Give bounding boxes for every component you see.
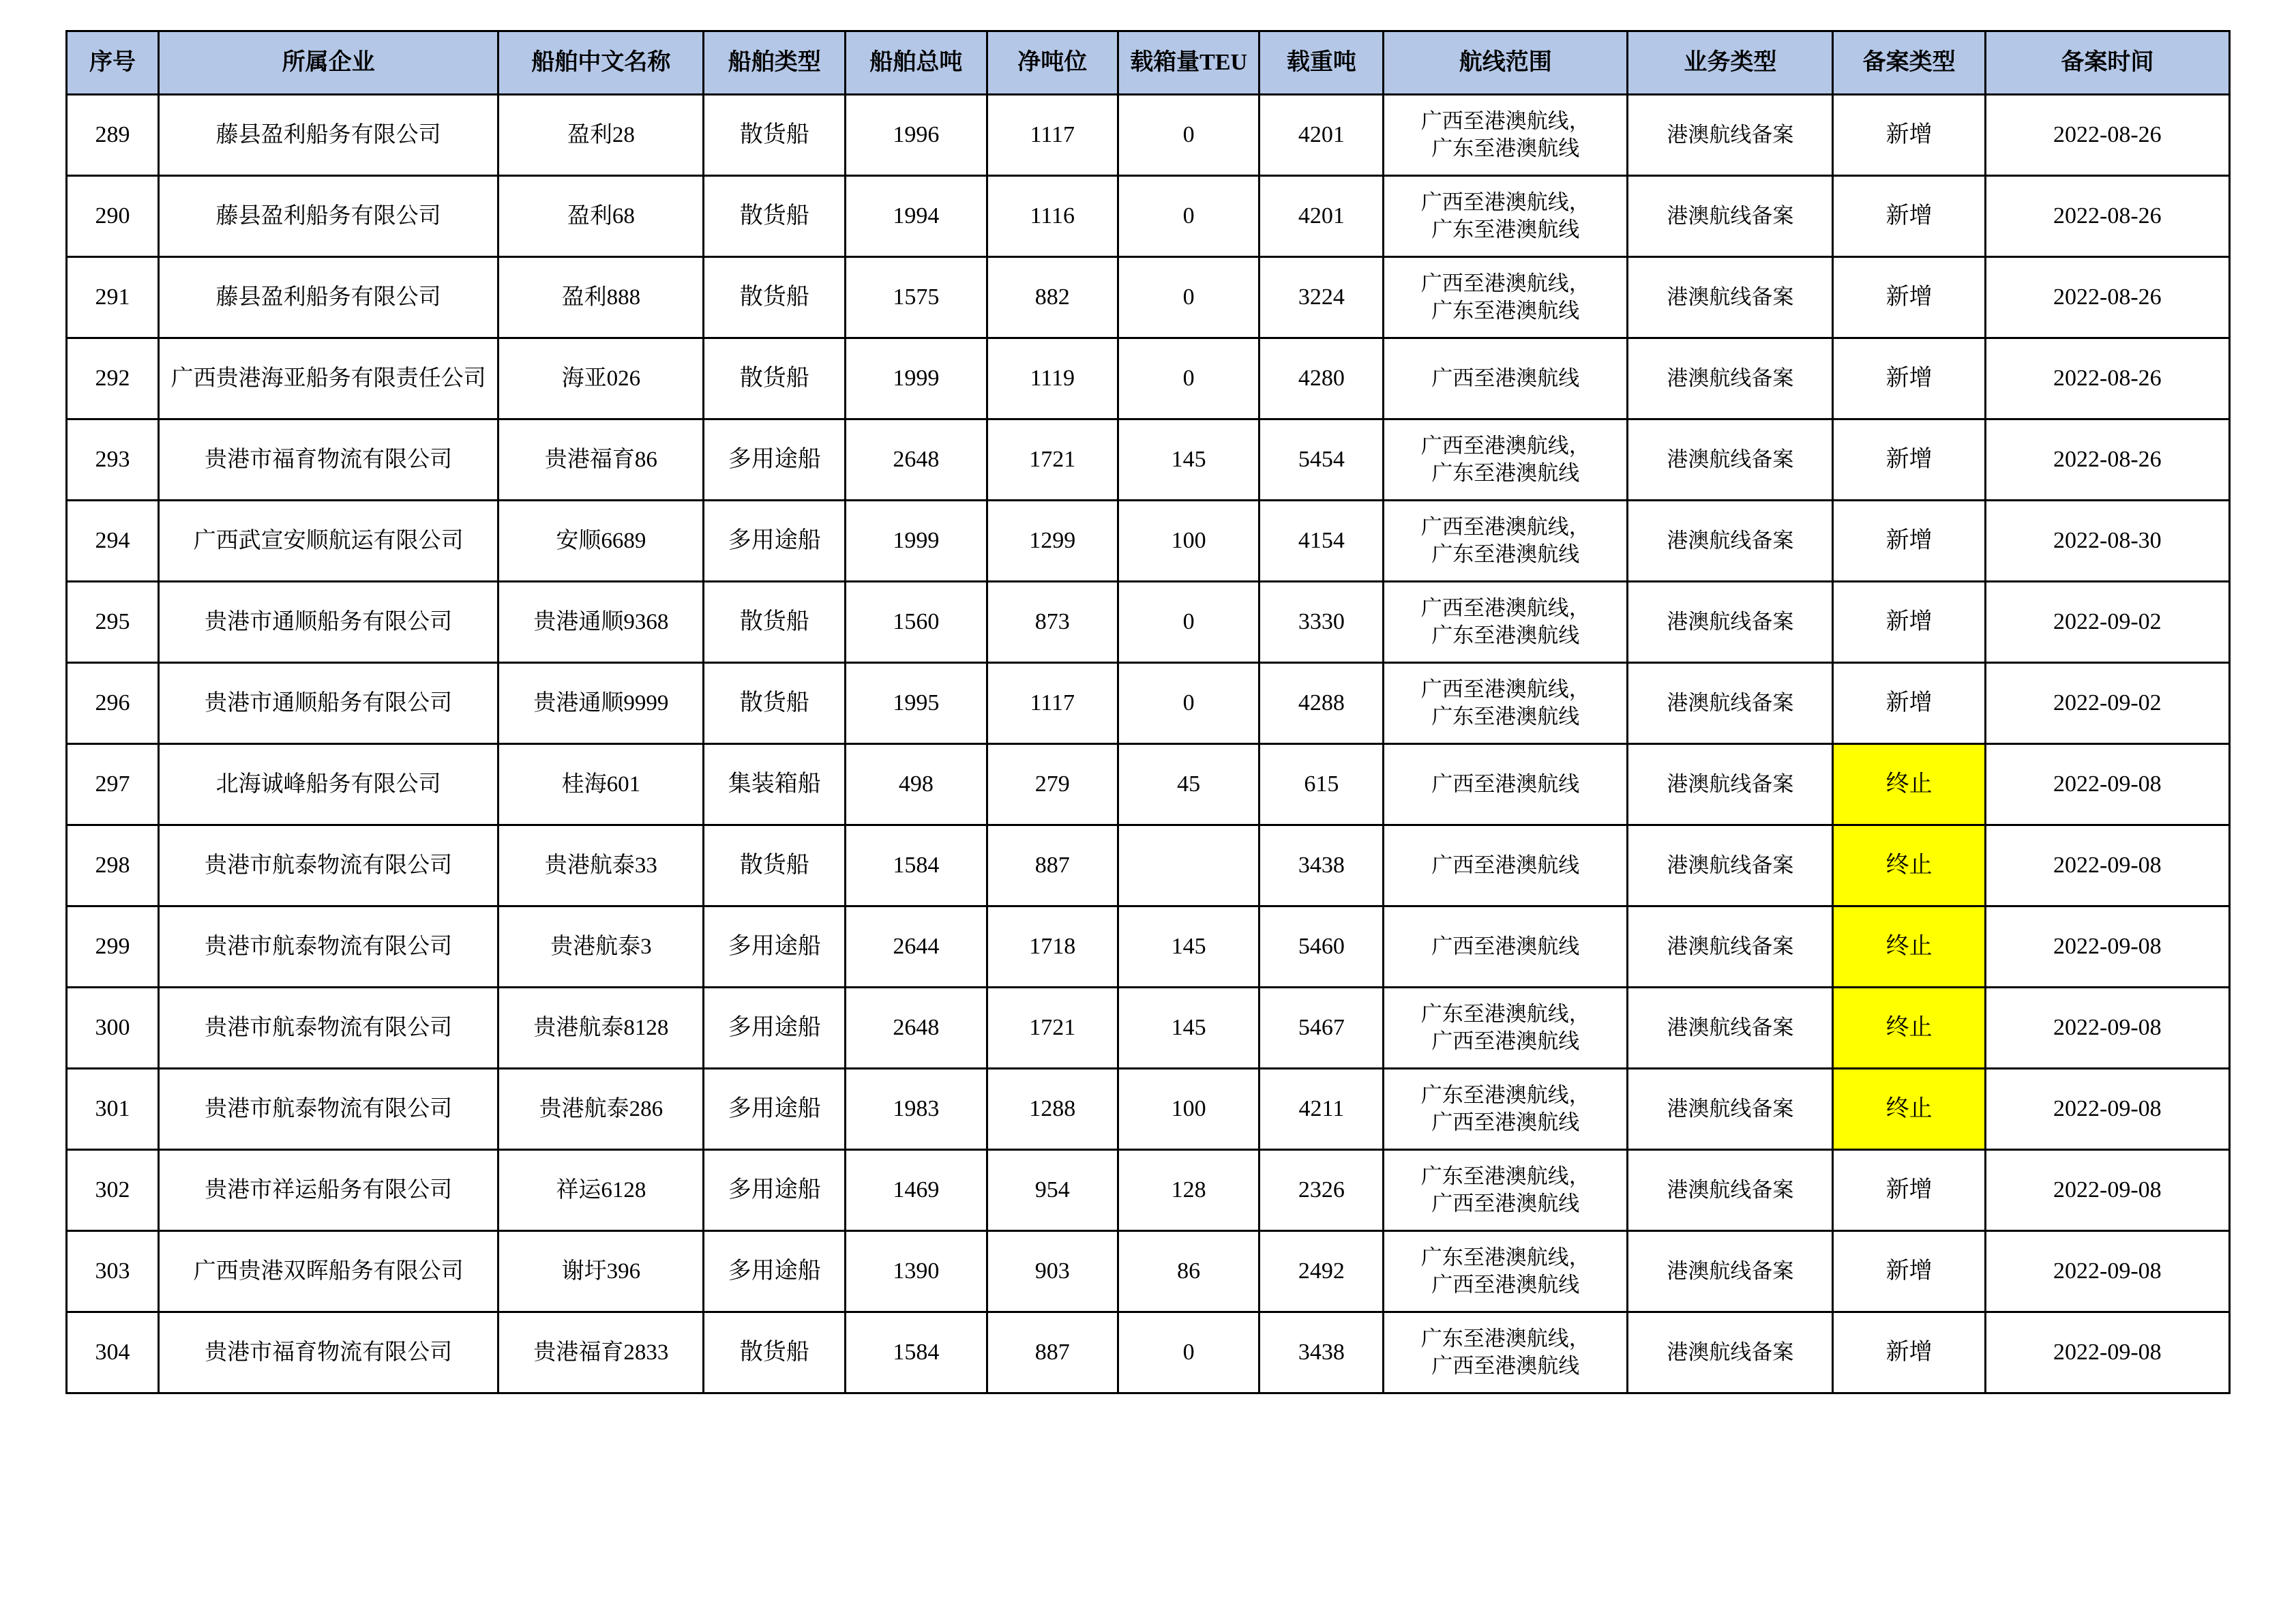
route-line: 广西至港澳航线 — [1431, 772, 1580, 797]
cell-vessel-name: 贵港福育86 — [498, 419, 704, 501]
route-line: 广东至港澳航线 — [1431, 218, 1580, 241]
cell-deadweight: 2492 — [1259, 1231, 1384, 1312]
cell-vessel-name: 盈利68 — [498, 176, 704, 257]
cell-deadweight: 615 — [1259, 744, 1384, 825]
table-row — [67, 1150, 2230, 1231]
route-line: 广西至港澳航线 — [1431, 1354, 1580, 1378]
cell-record-type: 终止 — [1833, 1069, 1985, 1150]
cell-route-range — [1384, 1069, 1628, 1150]
cell-deadweight: 3224 — [1259, 257, 1384, 338]
cell-index: 290 — [67, 176, 159, 257]
route-line: 广东至港澳航线 — [1431, 542, 1580, 566]
cell-company: 贵港市祥运船务有限公司 — [158, 1150, 498, 1231]
cell-vessel-name: 贵港航泰33 — [498, 825, 704, 906]
column-header-record-type: 备案类型 — [1833, 31, 1985, 95]
cell-record-date: 2022-09-08 — [1985, 744, 2229, 825]
table-row — [67, 582, 2230, 663]
cell-teu: 0 — [1118, 582, 1259, 663]
cell-gross-tonnage: 1584 — [846, 825, 987, 906]
cell-ship-type: 多用途船 — [704, 1231, 846, 1312]
route-line: 广西至港澳航线 — [1431, 1192, 1580, 1215]
table-header — [67, 31, 2230, 95]
column-header-company: 所属企业 — [158, 31, 498, 95]
cell-route-range — [1384, 257, 1628, 338]
column-header-ship-type: 船舶类型 — [704, 31, 846, 95]
cell-deadweight: 2326 — [1259, 1150, 1384, 1231]
cell-vessel-name: 祥运6128 — [498, 1150, 704, 1231]
route-line: 广东至港澳航线 — [1431, 461, 1580, 485]
table-row — [67, 419, 2230, 501]
cell-vessel-name: 桂海601 — [498, 744, 704, 825]
column-header-deadweight: 载重吨 — [1259, 31, 1384, 95]
cell-net-tonnage: 279 — [987, 744, 1118, 825]
cell-net-tonnage: 1117 — [987, 663, 1118, 744]
table-row — [67, 176, 2230, 257]
table-row — [67, 1069, 2230, 1150]
column-header-gross-tonnage: 船舶总吨 — [846, 31, 987, 95]
cell-ship-type: 多用途船 — [704, 419, 846, 501]
cell-company: 贵港市通顺船务有限公司 — [158, 582, 498, 663]
cell-ship-type: 多用途船 — [704, 1069, 846, 1150]
header-row — [67, 31, 2230, 95]
cell-company: 藤县盈利船务有限公司 — [158, 176, 498, 257]
cell-company: 贵港市福育物流有限公司 — [158, 1312, 498, 1393]
cell-company: 北海诚峰船务有限公司 — [158, 744, 498, 825]
cell-deadweight: 3438 — [1259, 825, 1384, 906]
cell-index: 303 — [67, 1231, 159, 1312]
cell-index: 297 — [67, 744, 159, 825]
cell-index: 299 — [67, 906, 159, 988]
cell-net-tonnage: 882 — [987, 257, 1118, 338]
cell-teu: 145 — [1118, 419, 1259, 501]
cell-net-tonnage: 1721 — [987, 988, 1118, 1069]
route-line: 广东至港澳航线 — [1431, 623, 1580, 647]
cell-company: 贵港市航泰物流有限公司 — [158, 906, 498, 988]
route-line: 广西至港澳航线， — [1420, 677, 1590, 702]
column-header-route-range: 航线范围 — [1384, 31, 1628, 95]
cell-route-range — [1384, 825, 1628, 906]
cell-business-type: 港澳航线备案 — [1628, 257, 1833, 338]
cell-company: 广西武宣安顺航运有限公司 — [158, 501, 498, 582]
table-row — [67, 663, 2230, 744]
cell-record-type: 终止 — [1833, 744, 1985, 825]
cell-gross-tonnage: 1560 — [846, 582, 987, 663]
cell-vessel-name: 盈利28 — [498, 95, 704, 176]
cell-gross-tonnage: 1983 — [846, 1069, 987, 1150]
cell-teu: 86 — [1118, 1231, 1259, 1312]
cell-record-date: 2022-08-26 — [1985, 257, 2229, 338]
cell-teu: 145 — [1118, 988, 1259, 1069]
route-line: 广西至港澳航线， — [1420, 190, 1590, 215]
table-row — [67, 501, 2230, 582]
cell-gross-tonnage: 1999 — [846, 501, 987, 582]
cell-gross-tonnage: 498 — [846, 744, 987, 825]
cell-vessel-name: 盈利888 — [498, 257, 704, 338]
cell-deadweight: 4201 — [1259, 176, 1384, 257]
vessel-registration-table — [65, 30, 2231, 1394]
cell-route-range — [1384, 906, 1628, 988]
cell-company: 广西贵港双晖船务有限公司 — [158, 1231, 498, 1312]
cell-teu — [1118, 825, 1259, 906]
cell-deadweight: 5467 — [1259, 988, 1384, 1069]
cell-route-range — [1384, 988, 1628, 1069]
cell-teu: 0 — [1118, 176, 1259, 257]
cell-gross-tonnage: 1575 — [846, 257, 987, 338]
route-line: 广东至港澳航线 — [1431, 299, 1580, 323]
cell-teu: 0 — [1118, 663, 1259, 744]
cell-index: 291 — [67, 257, 159, 338]
cell-record-date: 2022-09-08 — [1985, 988, 2229, 1069]
column-header-record-date: 备案时间 — [1985, 31, 2229, 95]
cell-company: 贵港市通顺船务有限公司 — [158, 663, 498, 744]
route-line: 广东至港澳航线， — [1420, 1164, 1590, 1189]
cell-deadweight: 4154 — [1259, 501, 1384, 582]
cell-business-type: 港澳航线备案 — [1628, 744, 1833, 825]
cell-company: 贵港市福育物流有限公司 — [158, 419, 498, 501]
route-line: 广西至港澳航线 — [1431, 1110, 1580, 1134]
cell-business-type: 港澳航线备案 — [1628, 95, 1833, 176]
cell-gross-tonnage: 2644 — [846, 906, 987, 988]
cell-record-type: 新增 — [1833, 1150, 1985, 1231]
cell-record-type: 终止 — [1833, 988, 1985, 1069]
cell-record-type: 新增 — [1833, 176, 1985, 257]
cell-ship-type: 多用途船 — [704, 906, 846, 988]
cell-record-type: 新增 — [1833, 501, 1985, 582]
cell-gross-tonnage: 1995 — [846, 663, 987, 744]
cell-net-tonnage: 887 — [987, 825, 1118, 906]
cell-gross-tonnage: 1469 — [846, 1150, 987, 1231]
cell-teu: 45 — [1118, 744, 1259, 825]
cell-net-tonnage: 1721 — [987, 419, 1118, 501]
table-row — [67, 988, 2230, 1069]
cell-record-type: 终止 — [1833, 906, 1985, 988]
column-header-index: 序号 — [67, 31, 159, 95]
cell-ship-type: 散货船 — [704, 582, 846, 663]
cell-ship-type: 散货船 — [704, 176, 846, 257]
table-row — [67, 1312, 2230, 1393]
table-row — [67, 95, 2230, 176]
cell-record-date: 2022-09-08 — [1985, 1069, 2229, 1150]
cell-net-tonnage: 1116 — [987, 176, 1118, 257]
cell-ship-type: 散货船 — [704, 95, 846, 176]
cell-ship-type: 散货船 — [704, 338, 846, 419]
cell-index: 292 — [67, 338, 159, 419]
cell-ship-type: 散货船 — [704, 663, 846, 744]
cell-deadweight: 4280 — [1259, 338, 1384, 419]
route-line: 广西至港澳航线， — [1420, 271, 1590, 296]
route-line: 广东至港澳航线， — [1420, 1083, 1590, 1108]
table-row — [67, 1231, 2230, 1312]
cell-business-type: 港澳航线备案 — [1628, 176, 1833, 257]
cell-record-date: 2022-09-08 — [1985, 1150, 2229, 1231]
table-body — [67, 95, 2230, 1393]
cell-route-range — [1384, 1150, 1628, 1231]
cell-record-date: 2022-08-26 — [1985, 95, 2229, 176]
cell-index: 296 — [67, 663, 159, 744]
route-line: 广西至港澳航线 — [1431, 853, 1580, 878]
route-line: 广东至港澳航线， — [1420, 1002, 1590, 1027]
cell-vessel-name: 贵港航泰8128 — [498, 988, 704, 1069]
cell-business-type: 港澳航线备案 — [1628, 501, 1833, 582]
cell-net-tonnage: 1119 — [987, 338, 1118, 419]
route-line: 广西至港澳航线 — [1431, 1273, 1580, 1297]
cell-index: 295 — [67, 582, 159, 663]
cell-teu: 100 — [1118, 501, 1259, 582]
cell-ship-type: 散货船 — [704, 825, 846, 906]
column-header-business-type: 业务类型 — [1628, 31, 1833, 95]
cell-record-type: 新增 — [1833, 338, 1985, 419]
cell-deadweight: 5460 — [1259, 906, 1384, 988]
cell-record-type: 新增 — [1833, 419, 1985, 501]
cell-business-type: 港澳航线备案 — [1628, 825, 1833, 906]
table-row — [67, 825, 2230, 906]
cell-vessel-name: 贵港福育2833 — [498, 1312, 704, 1393]
cell-gross-tonnage: 1994 — [846, 176, 987, 257]
cell-ship-type: 多用途船 — [704, 1150, 846, 1231]
cell-deadweight: 3438 — [1259, 1312, 1384, 1393]
cell-route-range — [1384, 582, 1628, 663]
cell-gross-tonnage: 1584 — [846, 1312, 987, 1393]
route-line: 广西至港澳航线 — [1431, 934, 1580, 959]
cell-business-type: 港澳航线备案 — [1628, 988, 1833, 1069]
cell-net-tonnage: 1718 — [987, 906, 1118, 988]
cell-record-type: 新增 — [1833, 582, 1985, 663]
cell-index: 289 — [67, 95, 159, 176]
cell-index: 304 — [67, 1312, 159, 1393]
cell-route-range — [1384, 1312, 1628, 1393]
cell-record-type: 新增 — [1833, 1231, 1985, 1312]
cell-deadweight: 3330 — [1259, 582, 1384, 663]
route-line: 广西至港澳航线， — [1420, 109, 1590, 134]
cell-vessel-name: 安顺6689 — [498, 501, 704, 582]
cell-ship-type: 多用途船 — [704, 988, 846, 1069]
cell-record-date: 2022-08-26 — [1985, 338, 2229, 419]
cell-record-type: 新增 — [1833, 1312, 1985, 1393]
cell-vessel-name: 贵港通顺9368 — [498, 582, 704, 663]
route-line: 广东至港澳航线 — [1431, 705, 1580, 728]
cell-record-date: 2022-08-30 — [1985, 501, 2229, 582]
cell-ship-type: 集装箱船 — [704, 744, 846, 825]
route-line: 广东至港澳航线， — [1420, 1327, 1590, 1351]
table-row — [67, 257, 2230, 338]
cell-net-tonnage: 1288 — [987, 1069, 1118, 1150]
cell-deadweight: 4211 — [1259, 1069, 1384, 1150]
cell-teu: 0 — [1118, 338, 1259, 419]
cell-index: 298 — [67, 825, 159, 906]
cell-business-type: 港澳航线备案 — [1628, 906, 1833, 988]
cell-index: 300 — [67, 988, 159, 1069]
route-line: 广西至港澳航线 — [1431, 1029, 1580, 1053]
cell-business-type: 港澳航线备案 — [1628, 338, 1833, 419]
cell-gross-tonnage: 2648 — [846, 988, 987, 1069]
cell-route-range — [1384, 1231, 1628, 1312]
cell-teu: 0 — [1118, 95, 1259, 176]
cell-business-type: 港澳航线备案 — [1628, 1150, 1833, 1231]
cell-gross-tonnage: 1390 — [846, 1231, 987, 1312]
cell-company: 广西贵港海亚船务有限责任公司 — [158, 338, 498, 419]
cell-route-range — [1384, 501, 1628, 582]
cell-company: 贵港市航泰物流有限公司 — [158, 988, 498, 1069]
cell-business-type: 港澳航线备案 — [1628, 419, 1833, 501]
cell-record-date: 2022-08-26 — [1985, 176, 2229, 257]
table-row — [67, 744, 2230, 825]
cell-teu: 128 — [1118, 1150, 1259, 1231]
cell-deadweight: 4201 — [1259, 95, 1384, 176]
cell-company: 藤县盈利船务有限公司 — [158, 257, 498, 338]
cell-teu: 100 — [1118, 1069, 1259, 1150]
cell-vessel-name: 贵港航泰3 — [498, 906, 704, 988]
cell-record-date: 2022-09-02 — [1985, 663, 2229, 744]
cell-company: 贵港市航泰物流有限公司 — [158, 1069, 498, 1150]
cell-record-date: 2022-09-08 — [1985, 1312, 2229, 1393]
cell-business-type: 港澳航线备案 — [1628, 582, 1833, 663]
route-line: 广东至港澳航线， — [1420, 1245, 1590, 1270]
cell-record-type: 终止 — [1833, 825, 1985, 906]
table-row — [67, 338, 2230, 419]
cell-net-tonnage: 1299 — [987, 501, 1118, 582]
cell-index: 301 — [67, 1069, 159, 1150]
cell-teu: 0 — [1118, 1312, 1259, 1393]
cell-business-type: 港澳航线备案 — [1628, 1069, 1833, 1150]
cell-route-range — [1384, 744, 1628, 825]
route-line: 广西至港澳航线， — [1420, 434, 1590, 458]
route-line: 广西至港澳航线， — [1420, 596, 1590, 621]
cell-gross-tonnage: 1999 — [846, 338, 987, 419]
cell-vessel-name: 贵港通顺9999 — [498, 663, 704, 744]
cell-company: 贵港市航泰物流有限公司 — [158, 825, 498, 906]
cell-net-tonnage: 873 — [987, 582, 1118, 663]
cell-route-range — [1384, 176, 1628, 257]
cell-index: 302 — [67, 1150, 159, 1231]
cell-vessel-name: 贵港航泰286 — [498, 1069, 704, 1150]
column-header-teu: 载箱量TEU — [1118, 31, 1259, 95]
cell-record-date: 2022-09-02 — [1985, 582, 2229, 663]
cell-business-type: 港澳航线备案 — [1628, 1231, 1833, 1312]
cell-route-range — [1384, 663, 1628, 744]
cell-gross-tonnage: 2648 — [846, 419, 987, 501]
cell-ship-type: 散货船 — [704, 257, 846, 338]
cell-net-tonnage: 954 — [987, 1150, 1118, 1231]
column-header-net-tonnage: 净吨位 — [987, 31, 1118, 95]
cell-vessel-name: 谢圩396 — [498, 1231, 704, 1312]
cell-index: 294 — [67, 501, 159, 582]
cell-gross-tonnage: 1996 — [846, 95, 987, 176]
cell-route-range — [1384, 419, 1628, 501]
cell-business-type: 港澳航线备案 — [1628, 1312, 1833, 1393]
route-line: 广西至港澳航线， — [1420, 515, 1590, 540]
cell-record-date: 2022-09-08 — [1985, 825, 2229, 906]
table-row — [67, 906, 2230, 988]
column-header-vessel-name: 船舶中文名称 — [498, 31, 704, 95]
cell-business-type: 港澳航线备案 — [1628, 663, 1833, 744]
route-line: 广东至港澳航线 — [1431, 136, 1580, 160]
cell-company: 藤县盈利船务有限公司 — [158, 95, 498, 176]
cell-net-tonnage: 887 — [987, 1312, 1118, 1393]
cell-record-type: 新增 — [1833, 95, 1985, 176]
cell-record-date: 2022-08-26 — [1985, 419, 2229, 501]
cell-route-range — [1384, 95, 1628, 176]
cell-record-date: 2022-09-08 — [1985, 1231, 2229, 1312]
cell-index: 293 — [67, 419, 159, 501]
cell-teu: 145 — [1118, 906, 1259, 988]
route-line: 广西至港澳航线 — [1431, 366, 1580, 391]
cell-teu: 0 — [1118, 257, 1259, 338]
cell-record-type: 新增 — [1833, 663, 1985, 744]
cell-net-tonnage: 903 — [987, 1231, 1118, 1312]
cell-record-date: 2022-09-08 — [1985, 906, 2229, 988]
cell-vessel-name: 海亚026 — [498, 338, 704, 419]
cell-deadweight: 4288 — [1259, 663, 1384, 744]
cell-ship-type: 多用途船 — [704, 501, 846, 582]
cell-ship-type: 散货船 — [704, 1312, 846, 1393]
cell-net-tonnage: 1117 — [987, 95, 1118, 176]
cell-deadweight: 5454 — [1259, 419, 1384, 501]
cell-route-range — [1384, 338, 1628, 419]
cell-record-type: 新增 — [1833, 257, 1985, 338]
